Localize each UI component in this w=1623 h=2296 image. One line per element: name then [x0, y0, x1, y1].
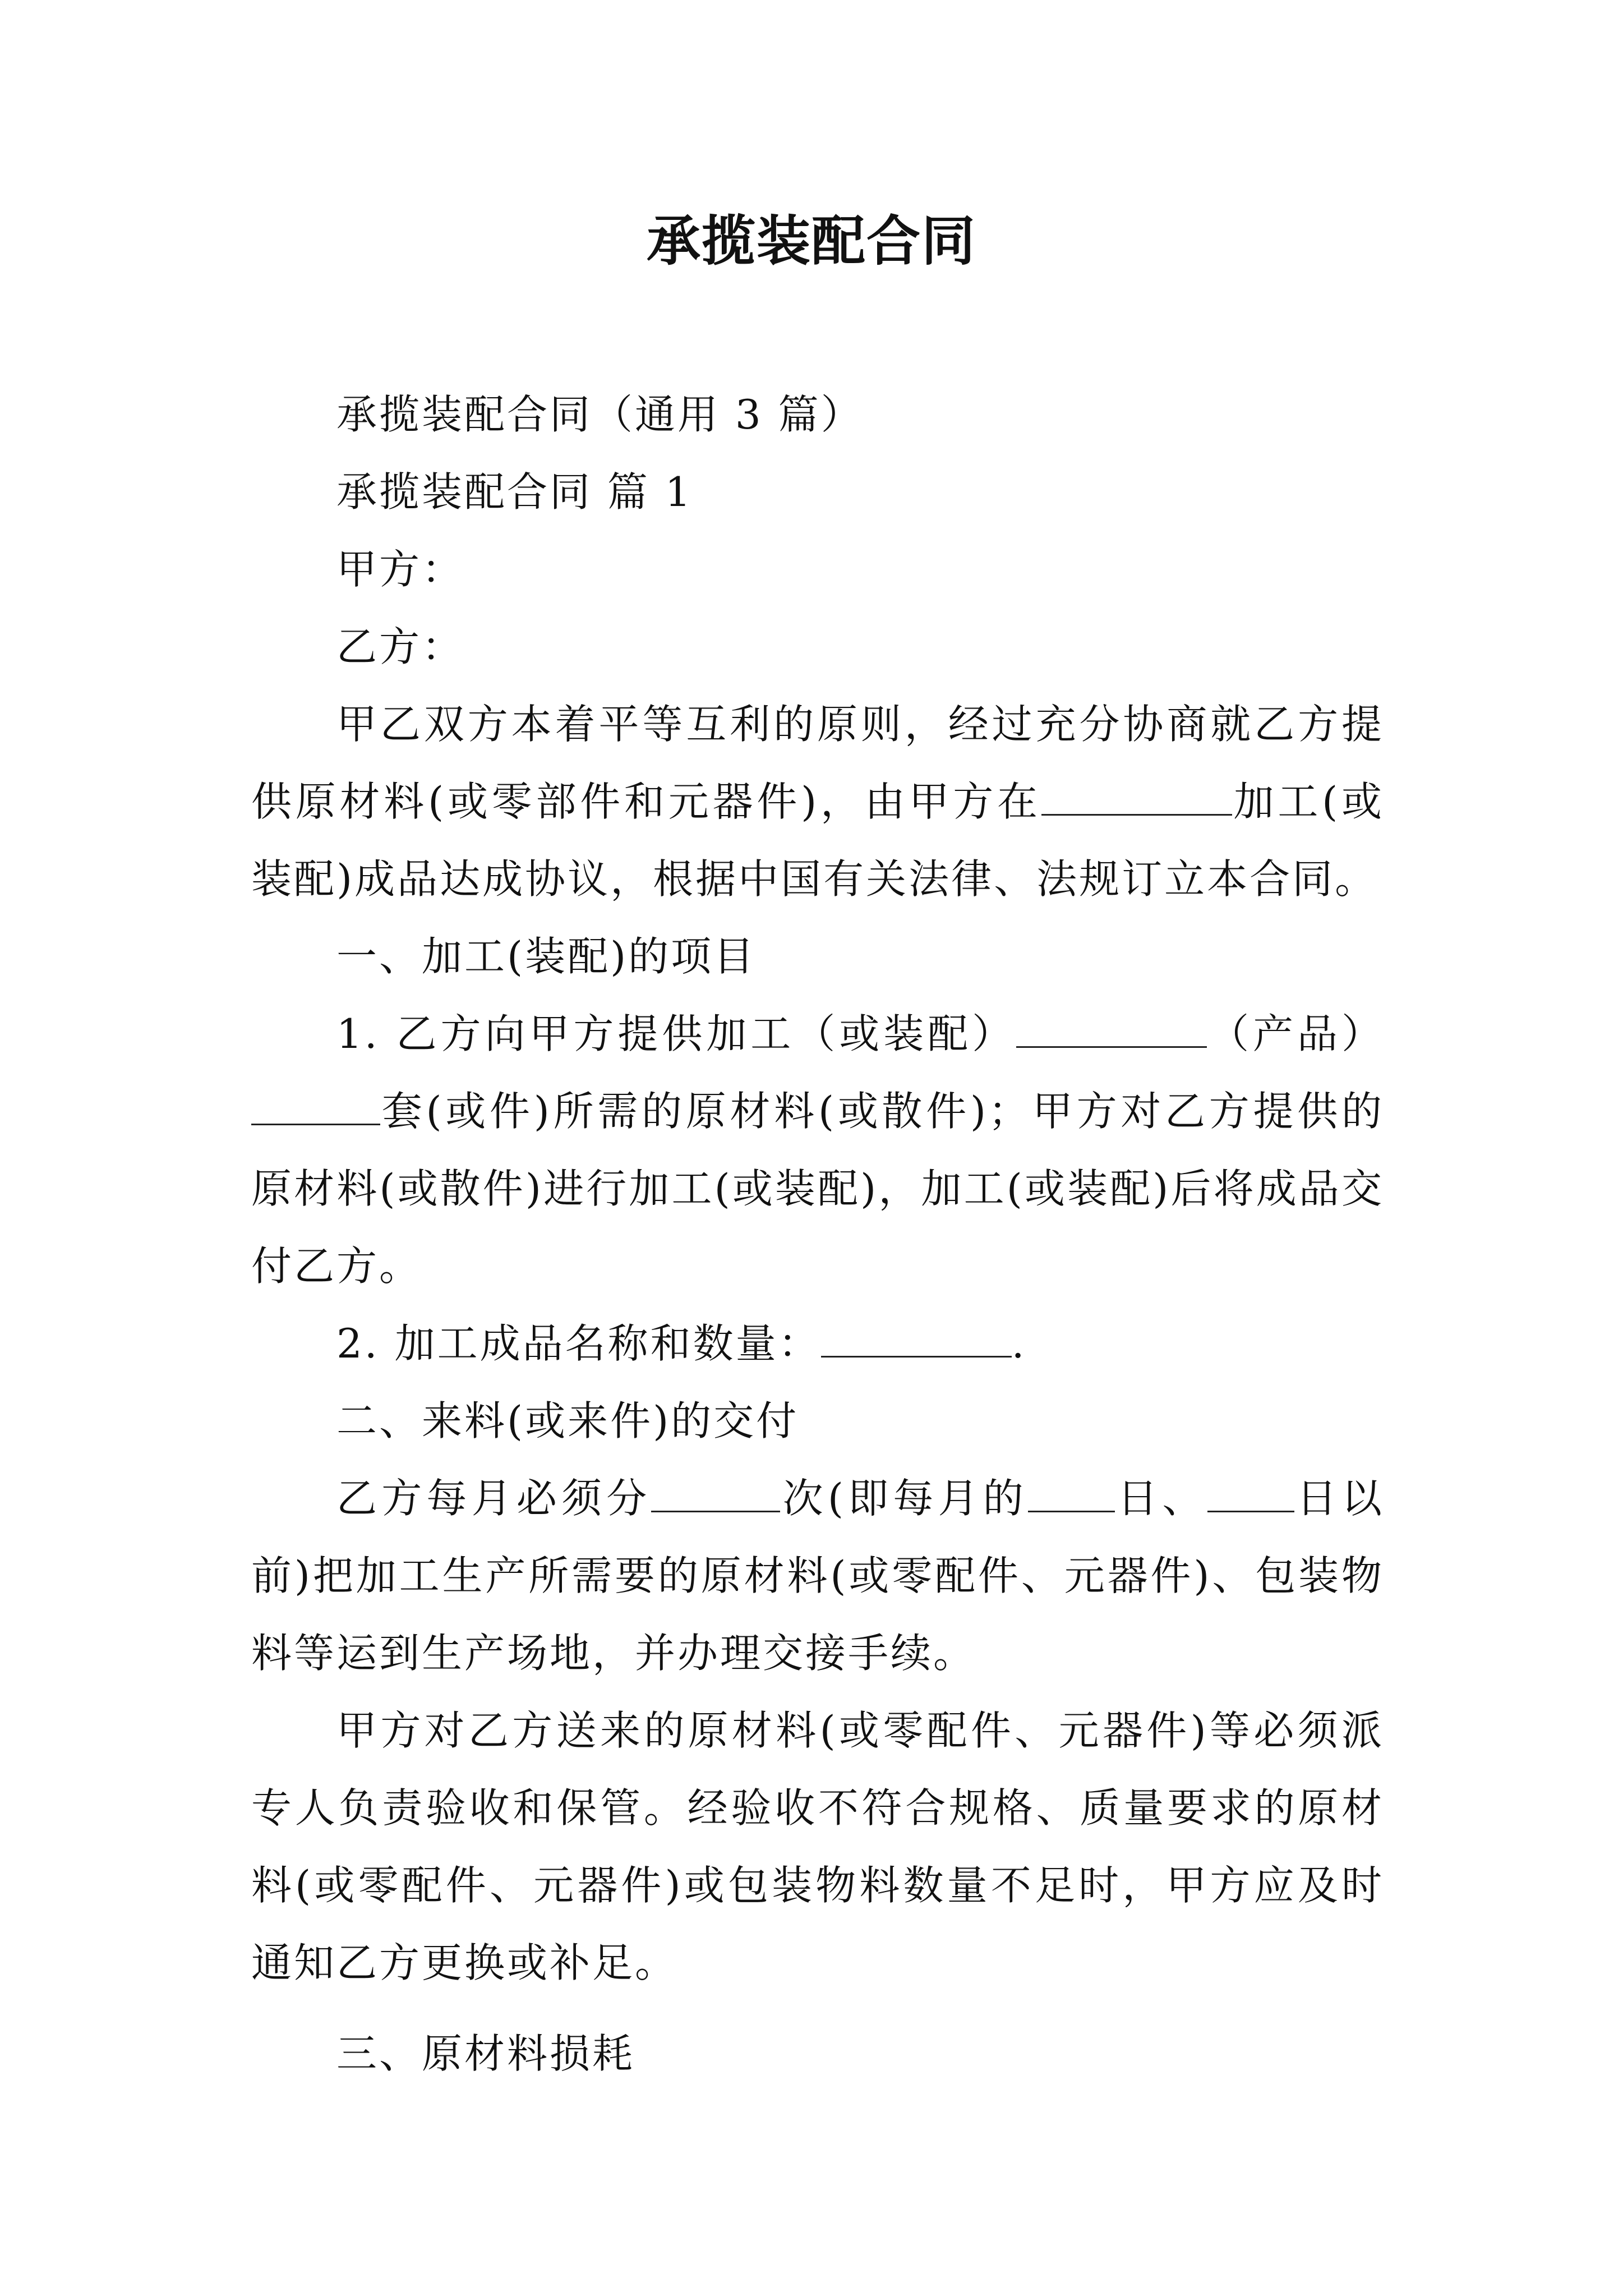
- delivery-text-3: 日、: [1114, 1475, 1207, 1522]
- day-blank-1: [1028, 1477, 1115, 1512]
- section-1-heading: 一、加工(装配)的项目: [336, 933, 757, 980]
- item-1-text-3: 套(或件)所需的原材料(或散件)；甲方对乙方提供的原材料(或散件)进行加工(或装配)，加工(或装配)后将成品交付乙方。: [251, 1088, 1384, 1290]
- document-subtitle: 承揽装配合同（通用 3 篇）: [336, 391, 864, 438]
- delivery-paragraph: [251, 1460, 1384, 1692]
- day-blank-2: [1207, 1477, 1294, 1512]
- item-1-text-2: （产品）: [1207, 1010, 1384, 1057]
- item-2-paragraph: [251, 1305, 1384, 1382]
- intro-text-1: 甲乙双方本着平等互利的原则，经过充分协商就乙方提供原材料(或零部件和元器件)，由甲方在: [251, 701, 1384, 825]
- delivery-text-1: 乙方每月必须分: [336, 1475, 652, 1522]
- section-3-heading: 三、原材料损耗: [336, 2030, 635, 2077]
- intro-text-2: 加工(或装配)成品达成协议，根据中国有关法律、法规订立本合同。: [251, 778, 1384, 903]
- delivery-text-2: 次(即每月的: [780, 1475, 1028, 1522]
- times-blank: [651, 1477, 780, 1512]
- finished-product-blank: [821, 1322, 1012, 1358]
- party-a-line: 甲方：: [336, 546, 465, 593]
- location-blank: [1041, 780, 1232, 816]
- item-2-text-1: 2. 加工成品名称和数量：: [336, 1320, 821, 1367]
- intro-paragraph: [251, 685, 1384, 918]
- document-title: 承揽装配合同: [647, 210, 976, 273]
- acceptance-paragraph: 甲方对乙方送来的原材料(或零配件、元器件)等必须派专人负责验收和保管。经验收不符合规格、质量要求的原材料(或零配件、元器件)或包装物料数量不足时，甲方应及时通知乙方更换或补足。: [251, 1707, 1384, 1986]
- product-blank: [1016, 1013, 1207, 1048]
- part-heading: 承揽装配合同 篇 1: [336, 468, 693, 516]
- party-b-line: 乙方：: [336, 623, 465, 670]
- item-1-text-1: 1. 乙方向甲方提供加工（或装配）: [336, 1010, 1017, 1057]
- quantity-blank: [251, 1090, 380, 1125]
- delivery-text-4: 日以前)把加工生产所需要的原材料(或零配件、元器件)、包装物料等运到生产场地，并办理交接手续。: [251, 1475, 1384, 1677]
- section-2-heading: 二、来料(或来件)的交付: [336, 1397, 799, 1444]
- document-body: [251, 376, 1384, 2092]
- item-1-paragraph: [251, 995, 1384, 1305]
- item-2-text-2: .: [1011, 1320, 1027, 1367]
